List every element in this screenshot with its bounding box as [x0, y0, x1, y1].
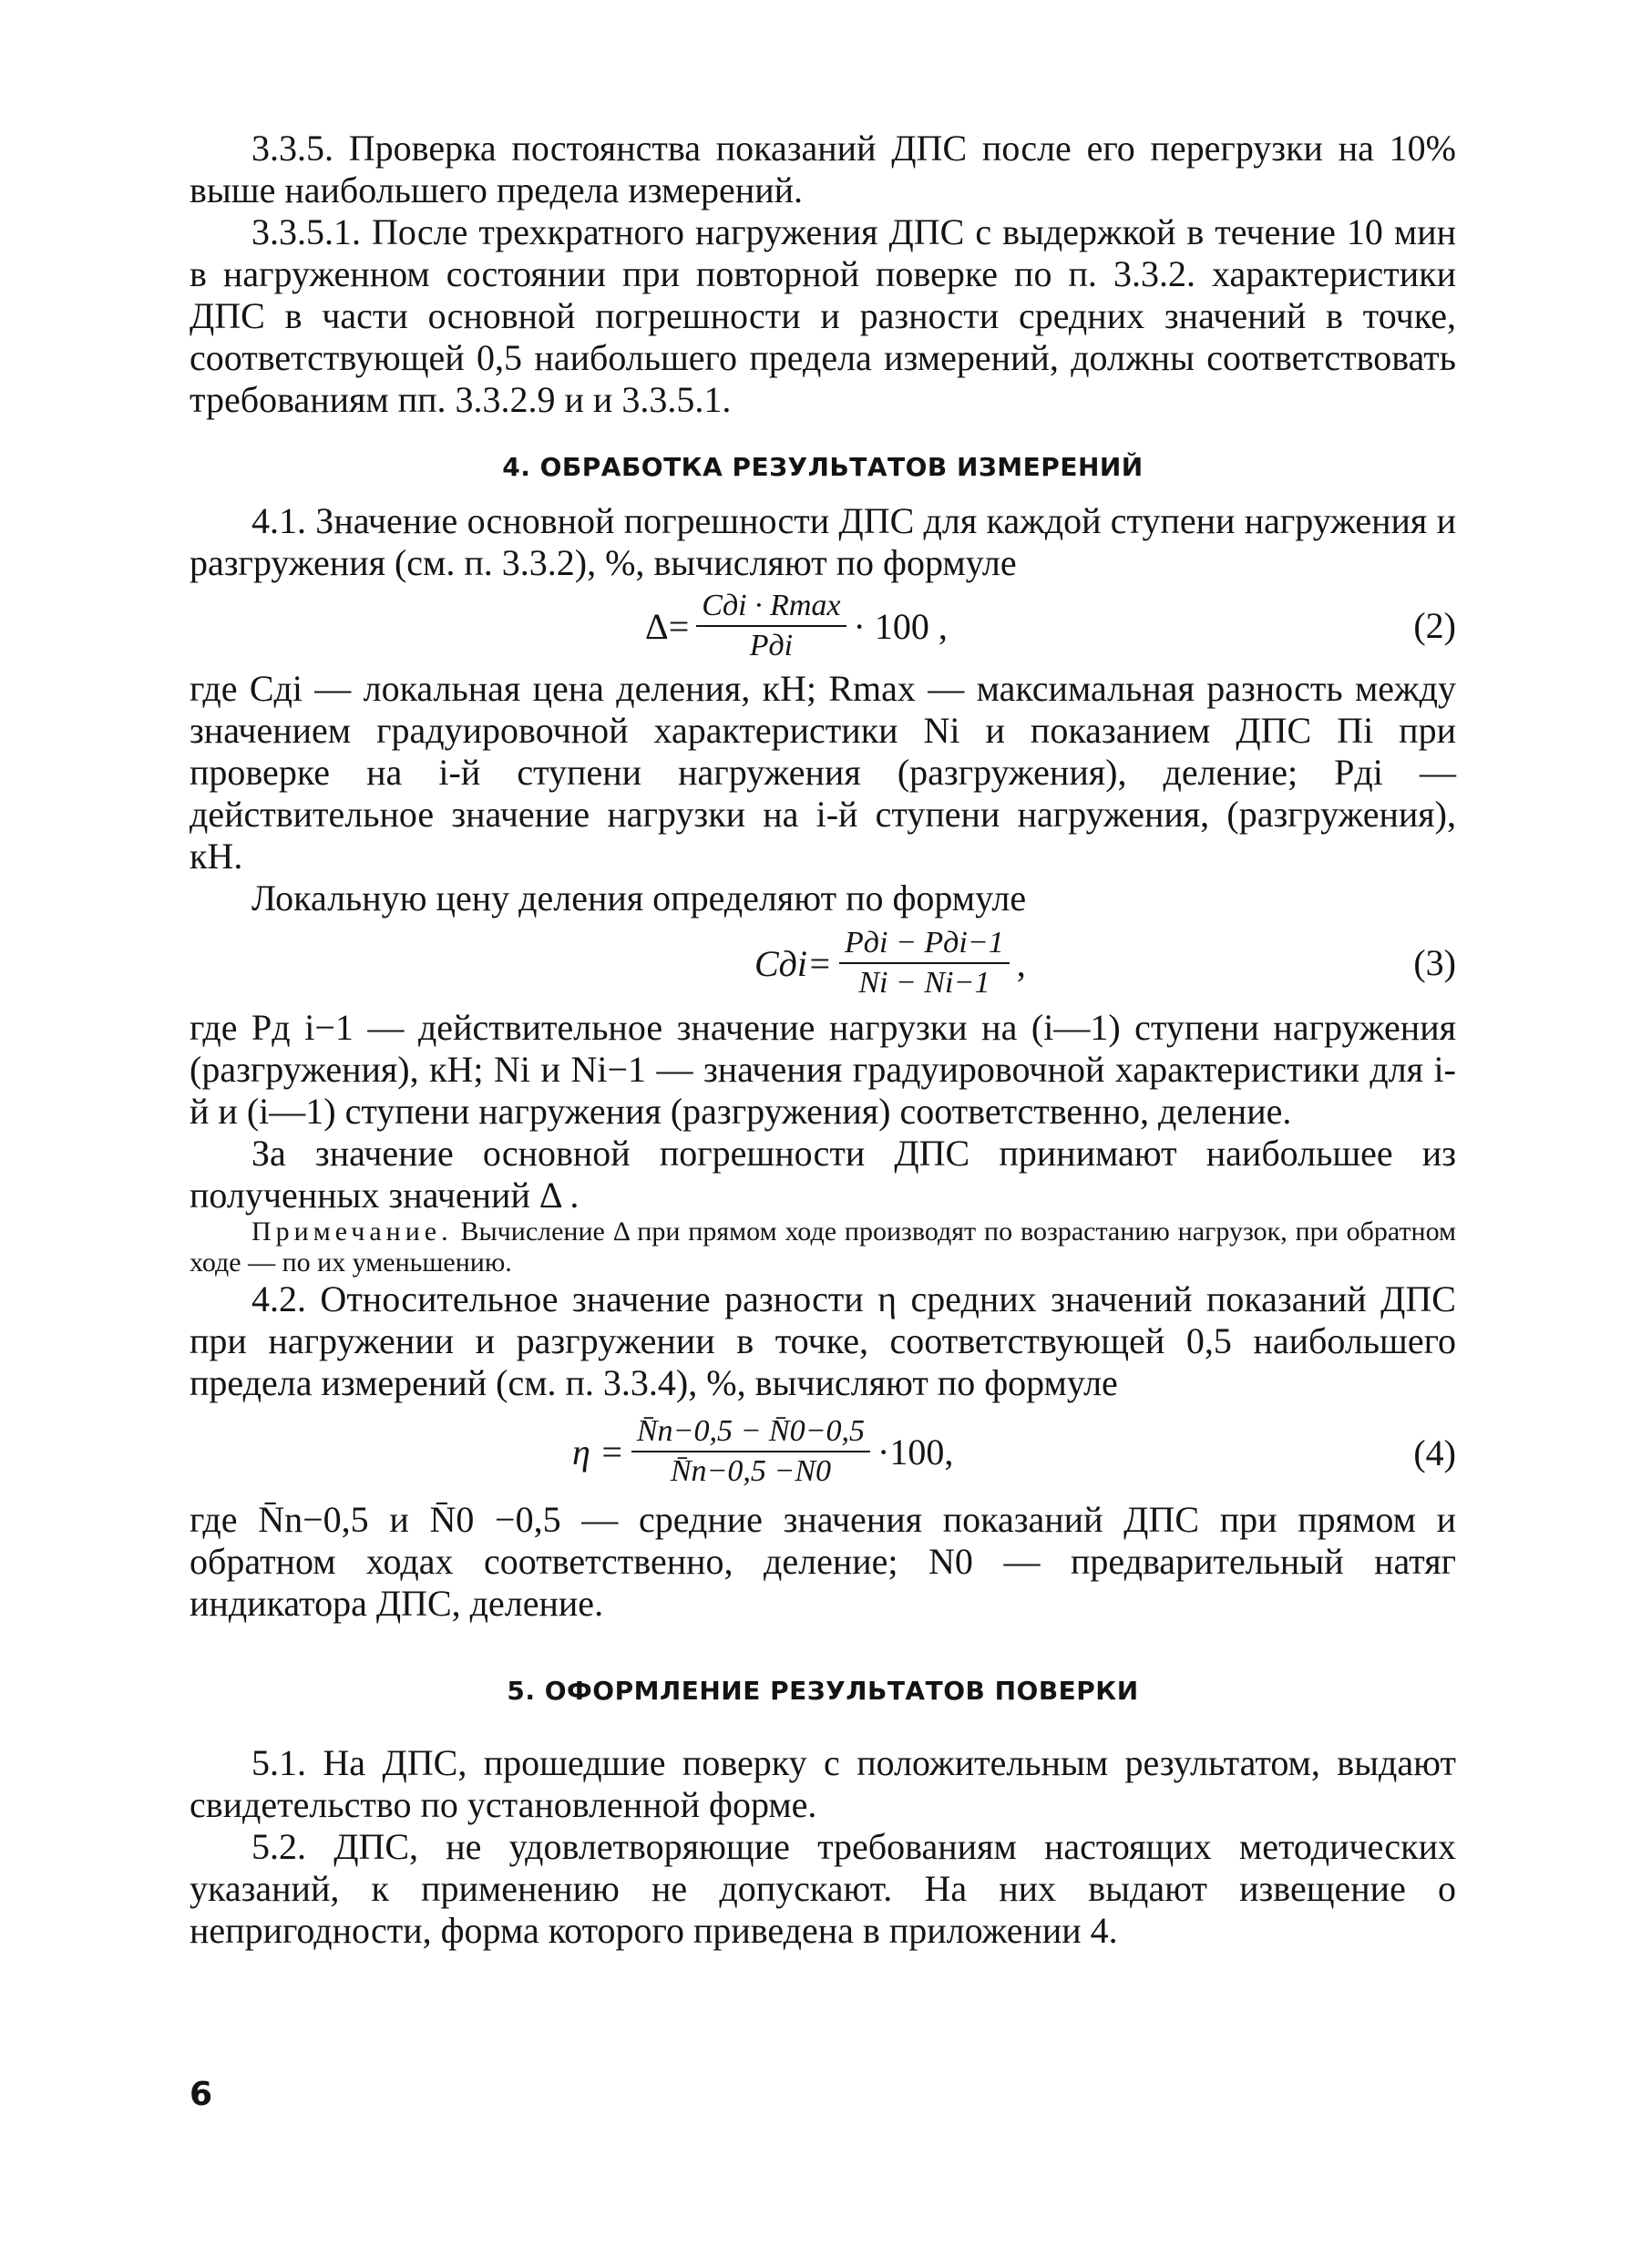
paragraph-where-4: где N̄n−0,5 и N̄0 −0,5 — средние значения показаний ДПС при прямом и обратном ходах соответственно, деление; N0 — предварительный натяг индикатора ДПС, деление.	[190, 1499, 1456, 1624]
formula-3-lhs: Cдi=	[754, 942, 833, 984]
formula-2-numerator: Cдi · Rmax	[696, 589, 846, 627]
note	[190, 1216, 1456, 1278]
formula-4-lhs: η =	[572, 1431, 624, 1473]
formula-3-denominator: Ni − Ni−1	[858, 966, 990, 1000]
formula-4-denominator: N̄n−0,5 −N0	[670, 1454, 832, 1488]
paragraph-where-3: где Pд i−1 — действительное значение нагрузки на (i—1) ступени нагружения (разгружения), кН; Ni и Ni−1 — значения градуировочной характеристики для i-й и (i—1) ступени нагружения (разгружения) соответственно, деление.	[190, 1007, 1456, 1132]
section-5-heading: 5. ОФОРМЛЕНИЕ РЕЗУЛЬТАТОВ ПОВЕРКИ	[507, 1676, 1139, 1706]
formula-2	[190, 584, 1456, 668]
formula-4	[190, 1404, 1456, 1499]
paragraph-3-3-5-1: 3.3.5.1. После трехкратного нагружения ДПС с выдержкой в течение 10 мин в нагруженном состоянии при повторной поверке по п. 3.3.2. характеристики ДПС в части основной погрешности и разности средних значений в точке, соответствующей 0,5 наибольшего предела измерений, должны соответствовать требованиям пп. 3.3.2.9 и и 3.3.5.1.	[190, 211, 1456, 420]
paragraph-where-2: где Cдi — локальная цена деления, кН; Rmax — максимальная разность между значением градуировочной характеристики Ni и показанием ДПС Пi при проверке на i-й ступени нагружения (разгружения), деление; Pдi — действительное значение нагрузки на i-й ступени нагружения, (разгружения), кН.	[190, 668, 1456, 877]
formula-3-tail: ,	[1016, 942, 1026, 984]
formula-4-numerator: N̄n−0,5 − N̄0−0,5	[631, 1414, 870, 1452]
paragraph-local-price: Локальную цену деления определяют по формуле	[251, 877, 1027, 918]
note-text: Вычисление Δ при прямом ходе производят по возрастанию нагрузок, при обратном ходе — по их уменьшению.	[190, 1216, 1456, 1278]
paragraph-3-3-5: 3.3.5. Проверка постоянства показаний ДПС после его перегрузки на 10% выше наибольшего предела измерений.	[190, 128, 1456, 210]
paragraph-5-1: 5.1. На ДПС, прошедшие поверку с положительным результатом, выдают свидетельство по установленной форме.	[190, 1742, 1456, 1825]
paragraph-5-2: 5.2. ДПС, не удовлетворяющие требованиям настоящих методических указаний, к применению не допускают. На них выдают извещение о непригодности, форма которого приведена в приложении 4.	[190, 1826, 1456, 1951]
formula-4-fraction	[631, 1414, 870, 1489]
page-number: 6	[190, 2076, 213, 2113]
formula-4-tail: ·100,	[877, 1431, 954, 1473]
formula-2-fraction	[696, 589, 846, 663]
paragraph-4-2: 4.2. Относительное значение разности η средних значений показаний ДПС при нагружении и разгружении в точке, соответствующей 0,5 наибольшего предела измерений (см. п. 3.3.4), %, вычисляют по формуле	[190, 1278, 1456, 1403]
paragraph-main-error: За значение основной погрешности ДПС принимают наибольшее из полученных значений Δ .	[190, 1133, 1456, 1216]
formula-3-number: (3)	[1413, 942, 1456, 983]
formula-2-number: (2)	[1413, 605, 1456, 646]
formula-3	[190, 919, 1456, 1007]
section-4-heading: 4. ОБРАБОТКА РЕЗУЛЬТАТОВ ИЗМЕРЕНИЙ	[502, 452, 1144, 482]
formula-4-number: (4)	[1413, 1432, 1456, 1473]
formula-2-lhs: Δ=	[645, 605, 690, 647]
formula-2-tail: · 100 ,	[853, 605, 948, 647]
note-label: Примечание.	[251, 1216, 453, 1247]
paragraph-4-1: 4.1. Значение основной погрешности ДПС для каждой ступени нагружения и разгружения (см. п. 3.3.2), %, вычисляют по формуле	[190, 500, 1456, 583]
formula-3-numerator: Pдi − Pдi−1	[839, 926, 1010, 964]
document-page	[190, 128, 1456, 1952]
formula-3-fraction	[839, 926, 1010, 1001]
formula-2-denominator: Pдi	[749, 629, 794, 662]
